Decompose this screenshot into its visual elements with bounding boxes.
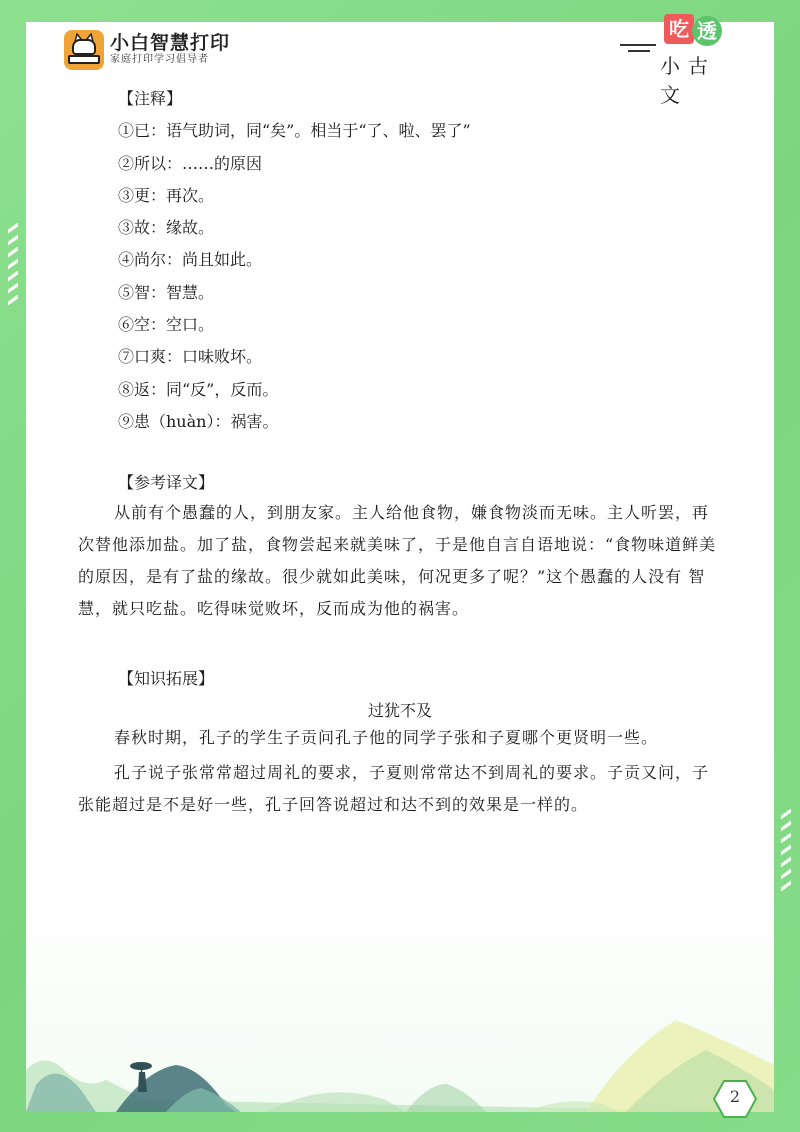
note-item: ③故：缘故。	[118, 218, 215, 237]
brand-char-2: 透	[692, 16, 722, 46]
page-number: 2	[729, 1087, 741, 1106]
translation-paragraph: 从前有个愚蠢的人，到朋友家。主人给他食物，嫌食物淡而无味。主人听罢，再次替他添加盐。加了盐，食物尝起来就美味了，于是他自言自语地说：“食物味道鲜美的原因，是有了盐的缘故。很少就如此美味，何况更多了呢？”这个愚蠢的人没有 智慧，就只吃盐。吃得味觉败坏，反而成为他的祸害。	[78, 503, 717, 618]
note-item: ⑥空：空口。	[118, 315, 215, 334]
right-stripes-decoration	[781, 812, 791, 904]
notes-heading: 【注释】	[118, 89, 183, 108]
note-item: ④尚尔：尚且如此。	[118, 250, 263, 269]
note-item: ⑧返：同“反”，反而。	[118, 380, 279, 399]
extension-heading: 【知识拓展】	[118, 669, 215, 688]
brand-char-1: 吃	[664, 14, 694, 44]
note-item: ⑨患（huàn）：祸害。	[118, 412, 279, 431]
note-item: ⑦口爽：口味败坏。	[118, 347, 263, 366]
extension-title: 过犹不及	[367, 701, 432, 720]
left-stripes-decoration	[8, 226, 18, 318]
note-item: ②所以：……的原因	[118, 154, 263, 173]
note-item: ③更：再次。	[118, 186, 215, 205]
page-number-badge	[713, 1079, 757, 1119]
dog-logo-icon	[64, 30, 104, 70]
note-item: ①已：语气助词，同“矣”。相当于“了、啦、罢了”	[118, 121, 471, 140]
brand-badge	[620, 14, 740, 107]
translation-heading: 【参考译文】	[118, 473, 215, 492]
mountain-landscape-decoration	[26, 1010, 774, 1112]
brand-subtitle: 小古文	[660, 54, 716, 107]
logo	[64, 28, 230, 72]
extension-paragraph-2: 孔子说子张常常超过周礼的要求，子夏则常常达不到周礼的要求。子贡又问，子张能超过是不是好一些，孔子回答说超过和达不到的效果是一样的。	[78, 763, 710, 814]
logo-title: 小白智慧打印	[110, 32, 231, 54]
logo-subtitle: 家庭打印学习倡导者	[110, 54, 209, 65]
extension-paragraph-1: 春秋时期，孔子的学生子贡问孔子他的同学子张和子夏哪个更贤明一些。	[114, 728, 659, 747]
note-item: ⑤智：智慧。	[118, 283, 215, 302]
